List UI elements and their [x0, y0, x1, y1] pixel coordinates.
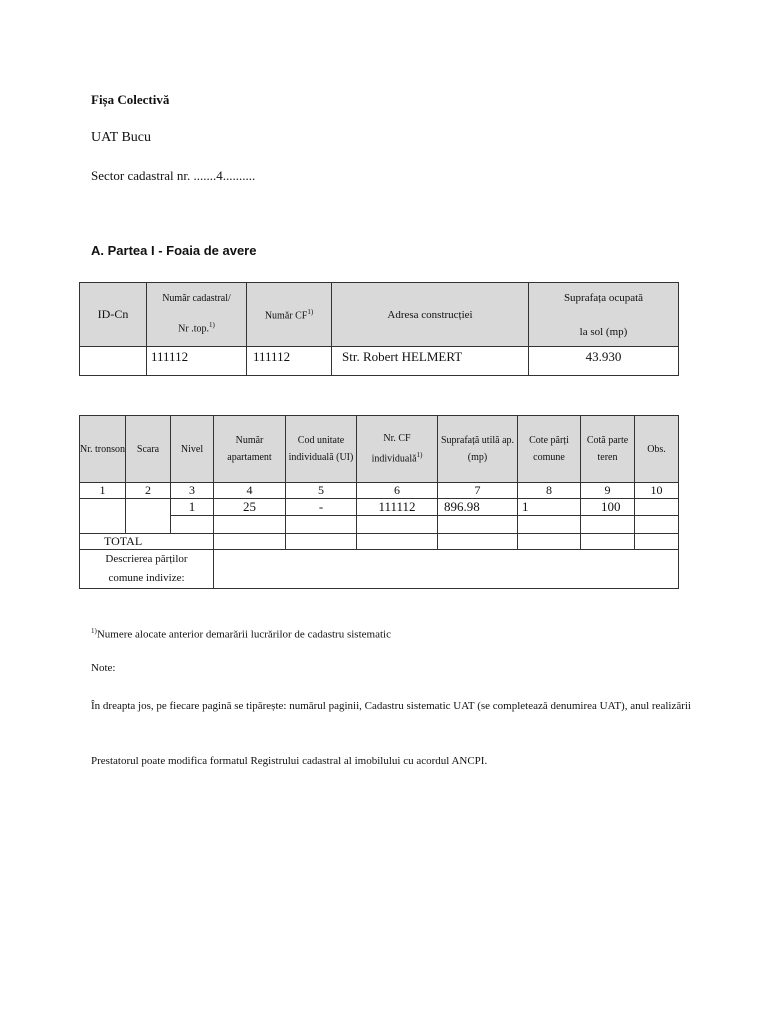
cell-nr-cf: 111112	[247, 347, 332, 376]
nr-cadastral-line2: Nr .top.	[178, 323, 209, 335]
total-label: TOTAL	[80, 534, 214, 550]
cell-tronson	[80, 499, 126, 534]
footnote-ref: 1)	[416, 451, 423, 460]
cell-scara	[126, 499, 171, 534]
col-cota-teren: Cotă parte teren	[581, 416, 635, 483]
col-suprafata-utila: Suprafață utilă ap. (mp)	[438, 416, 518, 483]
col-id-cn: ID-Cn	[80, 283, 147, 347]
cell-nivel: 1	[171, 499, 214, 516]
table-row	[80, 499, 679, 516]
col-nr-cf-individuala	[357, 416, 438, 483]
col-nr-cf	[247, 283, 332, 347]
col-number: 8	[518, 483, 581, 499]
footnote-text: Numere alocate anterior demarării lucrărilor de cadastru sistematic	[96, 628, 391, 641]
descriere-label: Descrierea părților comune indivize:	[80, 550, 214, 589]
col-number: 4	[214, 483, 286, 499]
note-paragraph: În dreapta jos, pe fiecare pagină se tipărește: numărul paginii, Cadastru sistematic UAT (se completează denumirea UAT), anul realizării	[91, 700, 691, 712]
suprafata-line1: Suprafața ocupată	[563, 291, 644, 304]
cell-obs	[635, 499, 679, 516]
col-nr-tronson: Nr. tronson	[80, 416, 126, 483]
uat-line: UAT Bucu	[91, 130, 152, 145]
col-number: 1	[80, 483, 126, 499]
col-number: 9	[581, 483, 635, 499]
cell-nr-cadastral: 111112	[147, 347, 247, 376]
col-number: 6	[357, 483, 438, 499]
cell-apartament: 25	[214, 499, 286, 516]
cell-adresa: Str. Robert HELMERT	[332, 347, 529, 376]
descriere-row	[80, 550, 679, 589]
footnote-ref: 1)	[307, 307, 314, 316]
col-number: 2	[126, 483, 171, 499]
col-adresa: Adresa construcției	[332, 283, 529, 347]
avere-table	[79, 282, 679, 376]
col-number: 5	[286, 483, 357, 499]
col-number: 7	[438, 483, 518, 499]
cell-suprafata: 43.930	[529, 347, 679, 376]
footnote	[91, 627, 391, 641]
cell-cote: 1	[518, 499, 581, 516]
note-label: Note:	[91, 662, 116, 674]
nr-cf-individuala-label: Nr. CF individuală	[371, 433, 417, 465]
col-scara: Scara	[126, 416, 171, 483]
cell-cota-teren: 100	[581, 499, 635, 516]
col-cod-ui: Cod unitate individuală (UI)	[286, 416, 357, 483]
col-number: 10	[635, 483, 679, 499]
document-title: Fișa Colectivă	[91, 92, 170, 107]
total-row	[80, 534, 679, 550]
nr-cf-label: Număr CF	[264, 310, 308, 322]
col-cote-parti: Cote părți comune	[518, 416, 581, 483]
cell-cod-ui: -	[286, 499, 357, 516]
col-nivel: Nivel	[171, 416, 214, 483]
descriere-value	[214, 550, 679, 589]
footnote-marker: 1)	[91, 627, 97, 635]
col-apartament: Număr apartament	[214, 416, 286, 483]
sector-line: Sector cadastral nr. .......4..........	[91, 168, 256, 183]
cell-nr-cf: 111112	[357, 499, 438, 516]
prestator-paragraph: Prestatorul poate modifica formatul Registrului cadastral al imobilului cu acordul ANCPI.	[91, 755, 488, 767]
unitati-table	[79, 415, 679, 589]
suprafata-line2: la sol (mp)	[579, 325, 628, 338]
col-suprafata	[529, 283, 679, 347]
section-a-title: A. Partea I - Foaia de avere	[91, 243, 257, 258]
nr-cadastral-line1: Număr cadastral/	[162, 293, 231, 305]
col-number: 3	[171, 483, 214, 499]
footnote-ref: 1)	[209, 321, 215, 330]
col-obs: Obs.	[635, 416, 679, 483]
cell-suprafata: 896.98	[438, 499, 518, 516]
table-row	[80, 347, 679, 376]
cell-id	[80, 347, 147, 376]
column-number-row	[80, 483, 679, 499]
col-nr-cadastral	[147, 283, 247, 347]
